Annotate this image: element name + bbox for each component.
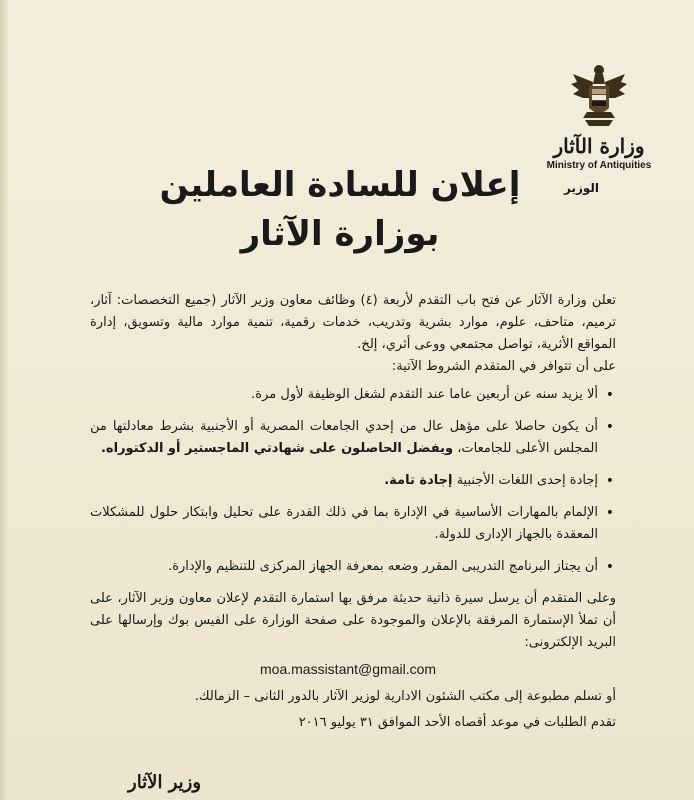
closing-paragraph: وعلى المتقدم أن يرسل سيرة ذاتية حديثة مرفق بها استمارة التقدم لإعلان معاون وزير الآثار، على أن تملأ الإستمارة المرفقة بالإعلان والموجودة على صفحة الوزارة على الفيس بوك وإرسالها على البريد الإلكترونى: — [90, 591, 616, 650]
page-edge — [0, 0, 8, 800]
ministry-name-arabic: وزارة الآثار — [553, 134, 645, 158]
conditions-list — [90, 384, 616, 578]
condition-item: • ألا يزيد سنه عن أربعين عاما عند التقدم لشغل الوظيفة لأول مرة. — [90, 384, 598, 406]
title-line-1: إعلان للسادة العاملين — [159, 165, 521, 205]
condition-item: • أن يكون حاصلا على مؤهل عال من إحدي الجامعات المصرية أو الأجنبية بشرط معادلتها من المجلس الأعلى للجامعات، ويفضل الحاصلون على شهادتي الماجستير أو الدكتوراه. — [90, 416, 598, 460]
conditions-intro: على أن تتوافر في المتقدم الشروط الآتية: — [391, 359, 616, 374]
condition-item: • أن يجتاز البرنامج التدريبى المقرر وضعه بمعرفة الجهاز المركزى للتنظيم والإدارة. — [90, 556, 598, 578]
condition-item: • إجادة إحدى اللغات الأجنبية إجادة تامة. — [90, 470, 598, 492]
ministry-logo — [524, 62, 674, 195]
signature: وزير الآثار — [128, 772, 202, 793]
announcement-body — [90, 290, 616, 734]
title-line-2: بوزارة الآثار — [240, 214, 440, 254]
condition-item: • الإلمام بالمهارات الأساسية في الإدارة بما في ذلك القدرة على تحليل وابتكار حلول للمشكلات المعقدة بالجهاز الإدارى للدولة. — [90, 502, 598, 546]
eagle-emblem-icon — [569, 62, 629, 132]
intro-paragraph: تعلن وزارة الآثار عن فتح باب التقدم لأربعة (٤) وظائف معاون وزير الآثار (جميع التخصصات: آثار، ترميم، متاحف، علوم، موارد بشرية وتدريب، خدمات رقمية، تنمية موارد مالية وتسويق، إدارة المواقع الأثرية، تواصل مجتمعي ووعى أثري، إلخ. — [90, 293, 616, 352]
deadline-note: تقدم الطلبات في موعد أقصاه الأحد الموافق ٣١ يوليو ٢٠١٦ — [298, 715, 616, 730]
ministry-name-english: Ministry of Antiquities — [546, 160, 652, 171]
minister-label: الوزير — [564, 181, 600, 195]
delivery-note: أو تسلم مطبوعة إلى مكتب الشئون الادارية لوزير الآثار بالدور الثانى – الزمالك. — [194, 689, 616, 704]
contact-email-link[interactable]: moa.massistant@gmail.com — [260, 661, 437, 677]
